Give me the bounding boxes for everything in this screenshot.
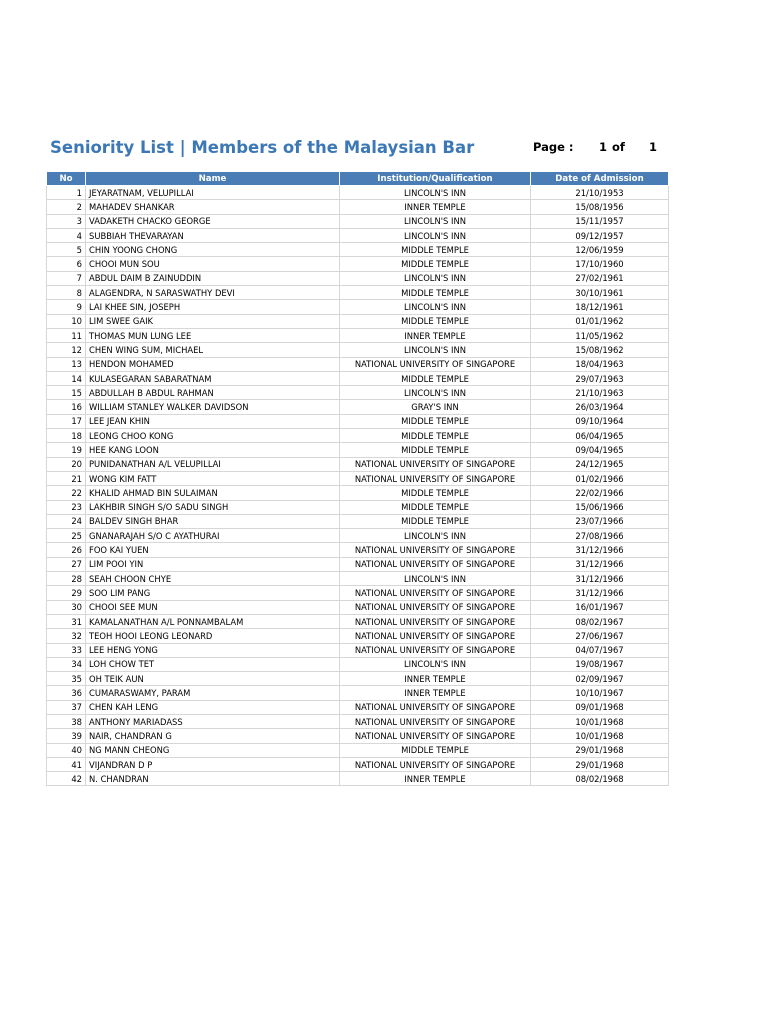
member-name: N. CHANDRAN bbox=[86, 772, 340, 786]
institution: MIDDLE TEMPLE bbox=[340, 286, 531, 300]
institution: NATIONAL UNIVERSITY OF SINGAPORE bbox=[340, 471, 531, 485]
institution: NATIONAL UNIVERSITY OF SINGAPORE bbox=[340, 357, 531, 371]
member-name: KULASEGARAN SABARATNAM bbox=[86, 371, 340, 385]
row-number: 39 bbox=[47, 729, 86, 743]
institution: MIDDLE TEMPLE bbox=[340, 243, 531, 257]
table-body bbox=[47, 186, 669, 786]
institution: NATIONAL UNIVERSITY OF SINGAPORE bbox=[340, 457, 531, 471]
admission-date: 27/06/1967 bbox=[531, 629, 669, 643]
row-number: 40 bbox=[47, 743, 86, 757]
admission-date: 16/01/1967 bbox=[531, 600, 669, 614]
member-name: ABDUL DAIM B ZAINUDDIN bbox=[86, 271, 340, 285]
row-number: 27 bbox=[47, 557, 86, 571]
row-number: 4 bbox=[47, 228, 86, 242]
institution: MIDDLE TEMPLE bbox=[340, 443, 531, 457]
member-name: ANTHONY MARIADASS bbox=[86, 714, 340, 728]
member-name: THOMAS MUN LUNG LEE bbox=[86, 328, 340, 342]
admission-date: 29/07/1963 bbox=[531, 371, 669, 385]
row-number: 24 bbox=[47, 514, 86, 528]
member-name: LIM SWEE GAIK bbox=[86, 314, 340, 328]
member-name: MAHADEV SHANKAR bbox=[86, 200, 340, 214]
row-number: 11 bbox=[47, 328, 86, 342]
institution: LINCOLN'S INN bbox=[340, 529, 531, 543]
row-number: 5 bbox=[47, 243, 86, 257]
institution: MIDDLE TEMPLE bbox=[340, 429, 531, 443]
table-row bbox=[47, 200, 669, 214]
page-label: Page : bbox=[533, 140, 574, 154]
admission-date: 17/10/1960 bbox=[531, 257, 669, 271]
row-number: 15 bbox=[47, 386, 86, 400]
admission-date: 09/10/1964 bbox=[531, 414, 669, 428]
institution: LINCOLN'S INN bbox=[340, 386, 531, 400]
row-number: 16 bbox=[47, 400, 86, 414]
institution: INNER TEMPLE bbox=[340, 772, 531, 786]
institution: GRAY'S INN bbox=[340, 400, 531, 414]
institution: NATIONAL UNIVERSITY OF SINGAPORE bbox=[340, 557, 531, 571]
table-row bbox=[47, 471, 669, 485]
row-number: 41 bbox=[47, 757, 86, 771]
member-name: CHEN KAH LENG bbox=[86, 700, 340, 714]
member-name: FOO KAI YUEN bbox=[86, 543, 340, 557]
member-name: TEOH HOOI LEONG LEONARD bbox=[86, 629, 340, 643]
admission-date: 11/05/1962 bbox=[531, 328, 669, 342]
member-name: LAKHBIR SINGH S/O SADU SINGH bbox=[86, 500, 340, 514]
member-name: LEE HENG YONG bbox=[86, 643, 340, 657]
table-row bbox=[47, 443, 669, 457]
admission-date: 12/06/1959 bbox=[531, 243, 669, 257]
table-row bbox=[47, 386, 669, 400]
table-row bbox=[47, 614, 669, 628]
row-number: 26 bbox=[47, 543, 86, 557]
table-row bbox=[47, 314, 669, 328]
row-number: 17 bbox=[47, 414, 86, 428]
institution: MIDDLE TEMPLE bbox=[340, 371, 531, 385]
member-name: ALAGENDRA, N SARASWATHY DEVI bbox=[86, 286, 340, 300]
page-of: of bbox=[612, 140, 625, 154]
row-number: 1 bbox=[47, 186, 86, 200]
table-row bbox=[47, 772, 669, 786]
table-row bbox=[47, 672, 669, 686]
table-row bbox=[47, 600, 669, 614]
row-number: 10 bbox=[47, 314, 86, 328]
page-current: 1 bbox=[599, 140, 608, 154]
table-row bbox=[47, 686, 669, 700]
table-row bbox=[47, 729, 669, 743]
member-name: WONG KIM FATT bbox=[86, 471, 340, 485]
admission-date: 30/10/1961 bbox=[531, 286, 669, 300]
row-number: 6 bbox=[47, 257, 86, 271]
admission-date: 23/07/1966 bbox=[531, 514, 669, 528]
row-number: 20 bbox=[47, 457, 86, 471]
admission-date: 18/04/1963 bbox=[531, 357, 669, 371]
table-row bbox=[47, 228, 669, 242]
admission-date: 31/12/1966 bbox=[531, 572, 669, 586]
table-row bbox=[47, 371, 669, 385]
institution: MIDDLE TEMPLE bbox=[340, 414, 531, 428]
table-row bbox=[47, 214, 669, 228]
row-number: 36 bbox=[47, 686, 86, 700]
member-name: VADAKETH CHACKO GEORGE bbox=[86, 214, 340, 228]
member-name: CHOOI SEE MUN bbox=[86, 600, 340, 614]
admission-date: 10/10/1967 bbox=[531, 686, 669, 700]
member-name: LEE JEAN KHIN bbox=[86, 414, 340, 428]
admission-date: 18/12/1961 bbox=[531, 300, 669, 314]
institution: NATIONAL UNIVERSITY OF SINGAPORE bbox=[340, 629, 531, 643]
page-total: 1 bbox=[649, 140, 658, 154]
institution: LINCOLN'S INN bbox=[340, 572, 531, 586]
row-number: 14 bbox=[47, 371, 86, 385]
column-header-no: No bbox=[47, 172, 86, 186]
table-header-row bbox=[47, 172, 669, 186]
member-name: NAIR, CHANDRAN G bbox=[86, 729, 340, 743]
table-row bbox=[47, 300, 669, 314]
institution: LINCOLN'S INN bbox=[340, 657, 531, 671]
row-number: 30 bbox=[47, 600, 86, 614]
admission-date: 19/08/1967 bbox=[531, 657, 669, 671]
row-number: 12 bbox=[47, 343, 86, 357]
admission-date: 29/01/1968 bbox=[531, 743, 669, 757]
seniority-table bbox=[46, 171, 669, 786]
column-header-date: Date of Admission bbox=[531, 172, 669, 186]
row-number: 38 bbox=[47, 714, 86, 728]
row-number: 2 bbox=[47, 200, 86, 214]
row-number: 35 bbox=[47, 672, 86, 686]
member-name: HEE KANG LOON bbox=[86, 443, 340, 457]
member-name: SOO LIM PANG bbox=[86, 586, 340, 600]
admission-date: 08/02/1968 bbox=[531, 772, 669, 786]
institution: LINCOLN'S INN bbox=[340, 214, 531, 228]
row-number: 28 bbox=[47, 572, 86, 586]
member-name: CHOOI MUN SOU bbox=[86, 257, 340, 271]
table-row bbox=[47, 243, 669, 257]
table-row bbox=[47, 286, 669, 300]
member-name: SUBBIAH THEVARAYAN bbox=[86, 228, 340, 242]
table-row bbox=[47, 586, 669, 600]
institution: MIDDLE TEMPLE bbox=[340, 486, 531, 500]
table-row bbox=[47, 343, 669, 357]
institution: LINCOLN'S INN bbox=[340, 271, 531, 285]
member-name: SEAH CHOON CHYE bbox=[86, 572, 340, 586]
member-name: LIM POOI YIN bbox=[86, 557, 340, 571]
institution: NATIONAL UNIVERSITY OF SINGAPORE bbox=[340, 600, 531, 614]
admission-date: 29/01/1968 bbox=[531, 757, 669, 771]
table-row bbox=[47, 500, 669, 514]
table-row bbox=[47, 557, 669, 571]
table-row bbox=[47, 643, 669, 657]
table-row bbox=[47, 714, 669, 728]
row-number: 37 bbox=[47, 700, 86, 714]
member-name: GNANARAJAH S/O C AYATHURAI bbox=[86, 529, 340, 543]
table-row bbox=[47, 400, 669, 414]
row-number: 42 bbox=[47, 772, 86, 786]
member-name: ABDULLAH B ABDUL RAHMAN bbox=[86, 386, 340, 400]
table-row bbox=[47, 629, 669, 643]
institution: MIDDLE TEMPLE bbox=[340, 257, 531, 271]
row-number: 32 bbox=[47, 629, 86, 643]
row-number: 23 bbox=[47, 500, 86, 514]
admission-date: 10/01/1968 bbox=[531, 729, 669, 743]
admission-date: 01/02/1966 bbox=[531, 471, 669, 485]
member-name: OH TEIK AUN bbox=[86, 672, 340, 686]
admission-date: 15/11/1957 bbox=[531, 214, 669, 228]
institution: MIDDLE TEMPLE bbox=[340, 500, 531, 514]
row-number: 33 bbox=[47, 643, 86, 657]
admission-date: 08/02/1967 bbox=[531, 614, 669, 628]
table-row bbox=[47, 271, 669, 285]
member-name: CHEN WING SUM, MICHAEL bbox=[86, 343, 340, 357]
admission-date: 09/04/1965 bbox=[531, 443, 669, 457]
admission-date: 15/08/1962 bbox=[531, 343, 669, 357]
admission-date: 27/02/1961 bbox=[531, 271, 669, 285]
table-row bbox=[47, 743, 669, 757]
admission-date: 22/02/1966 bbox=[531, 486, 669, 500]
member-name: LAI KHEE SIN, JOSEPH bbox=[86, 300, 340, 314]
table-row bbox=[47, 414, 669, 428]
admission-date: 24/12/1965 bbox=[531, 457, 669, 471]
institution: LINCOLN'S INN bbox=[340, 186, 531, 200]
institution: MIDDLE TEMPLE bbox=[340, 514, 531, 528]
row-number: 34 bbox=[47, 657, 86, 671]
admission-date: 26/03/1964 bbox=[531, 400, 669, 414]
table-row bbox=[47, 514, 669, 528]
table-row bbox=[47, 457, 669, 471]
row-number: 18 bbox=[47, 429, 86, 443]
table-row bbox=[47, 429, 669, 443]
admission-date: 27/08/1966 bbox=[531, 529, 669, 543]
member-name: LEONG CHOO KONG bbox=[86, 429, 340, 443]
table-row bbox=[47, 357, 669, 371]
table-row bbox=[47, 543, 669, 557]
institution: LINCOLN'S INN bbox=[340, 300, 531, 314]
institution: INNER TEMPLE bbox=[340, 328, 531, 342]
table-row bbox=[47, 486, 669, 500]
row-number: 29 bbox=[47, 586, 86, 600]
admission-date: 31/12/1966 bbox=[531, 557, 669, 571]
row-number: 9 bbox=[47, 300, 86, 314]
table-row bbox=[47, 572, 669, 586]
member-name: KHALID AHMAD BIN SULAIMAN bbox=[86, 486, 340, 500]
table-row bbox=[47, 657, 669, 671]
institution: INNER TEMPLE bbox=[340, 672, 531, 686]
row-number: 22 bbox=[47, 486, 86, 500]
member-name: JEYARATNAM, VELUPILLAI bbox=[86, 186, 340, 200]
column-header-name: Name bbox=[86, 172, 340, 186]
institution: NATIONAL UNIVERSITY OF SINGAPORE bbox=[340, 757, 531, 771]
admission-date: 06/04/1965 bbox=[531, 429, 669, 443]
row-number: 25 bbox=[47, 529, 86, 543]
member-name: HENDON MOHAMED bbox=[86, 357, 340, 371]
table-row bbox=[47, 328, 669, 342]
institution: NATIONAL UNIVERSITY OF SINGAPORE bbox=[340, 643, 531, 657]
admission-date: 15/08/1956 bbox=[531, 200, 669, 214]
admission-date: 21/10/1953 bbox=[531, 186, 669, 200]
admission-date: 31/12/1966 bbox=[531, 543, 669, 557]
admission-date: 15/06/1966 bbox=[531, 500, 669, 514]
member-name: KAMALANATHAN A/L PONNAMBALAM bbox=[86, 614, 340, 628]
table-row bbox=[47, 757, 669, 771]
institution: NATIONAL UNIVERSITY OF SINGAPORE bbox=[340, 586, 531, 600]
member-name: PUNIDANATHAN A/L VELUPILLAI bbox=[86, 457, 340, 471]
row-number: 31 bbox=[47, 614, 86, 628]
page-title: Seniority List | Members of the Malaysian Bar bbox=[50, 138, 475, 157]
institution: NATIONAL UNIVERSITY OF SINGAPORE bbox=[340, 614, 531, 628]
row-number: 13 bbox=[47, 357, 86, 371]
member-name: NG MANN CHEONG bbox=[86, 743, 340, 757]
admission-date: 02/09/1967 bbox=[531, 672, 669, 686]
row-number: 8 bbox=[47, 286, 86, 300]
institution: LINCOLN'S INN bbox=[340, 343, 531, 357]
row-number: 7 bbox=[47, 271, 86, 285]
member-name: LOH CHOW TET bbox=[86, 657, 340, 671]
admission-date: 31/12/1966 bbox=[531, 586, 669, 600]
table-row bbox=[47, 257, 669, 271]
institution: NATIONAL UNIVERSITY OF SINGAPORE bbox=[340, 729, 531, 743]
admission-date: 21/10/1963 bbox=[531, 386, 669, 400]
table-row bbox=[47, 529, 669, 543]
row-number: 19 bbox=[47, 443, 86, 457]
admission-date: 04/07/1967 bbox=[531, 643, 669, 657]
institution: MIDDLE TEMPLE bbox=[340, 743, 531, 757]
row-number: 3 bbox=[47, 214, 86, 228]
institution: MIDDLE TEMPLE bbox=[340, 314, 531, 328]
member-name: WILLIAM STANLEY WALKER DAVIDSON bbox=[86, 400, 340, 414]
institution: LINCOLN'S INN bbox=[340, 228, 531, 242]
member-name: CUMARASWAMY, PARAM bbox=[86, 686, 340, 700]
row-number: 21 bbox=[47, 471, 86, 485]
member-name: CHIN YOONG CHONG bbox=[86, 243, 340, 257]
table-row bbox=[47, 700, 669, 714]
member-name: BALDEV SINGH BHAR bbox=[86, 514, 340, 528]
member-name: VIJANDRAN D P bbox=[86, 757, 340, 771]
institution: INNER TEMPLE bbox=[340, 200, 531, 214]
institution: NATIONAL UNIVERSITY OF SINGAPORE bbox=[340, 714, 531, 728]
institution: INNER TEMPLE bbox=[340, 686, 531, 700]
admission-date: 01/01/1962 bbox=[531, 314, 669, 328]
admission-date: 09/12/1957 bbox=[531, 228, 669, 242]
admission-date: 10/01/1968 bbox=[531, 714, 669, 728]
institution: NATIONAL UNIVERSITY OF SINGAPORE bbox=[340, 700, 531, 714]
column-header-institution: Institution/Qualification bbox=[340, 172, 531, 186]
institution: NATIONAL UNIVERSITY OF SINGAPORE bbox=[340, 543, 531, 557]
table-row bbox=[47, 186, 669, 200]
admission-date: 09/01/1968 bbox=[531, 700, 669, 714]
